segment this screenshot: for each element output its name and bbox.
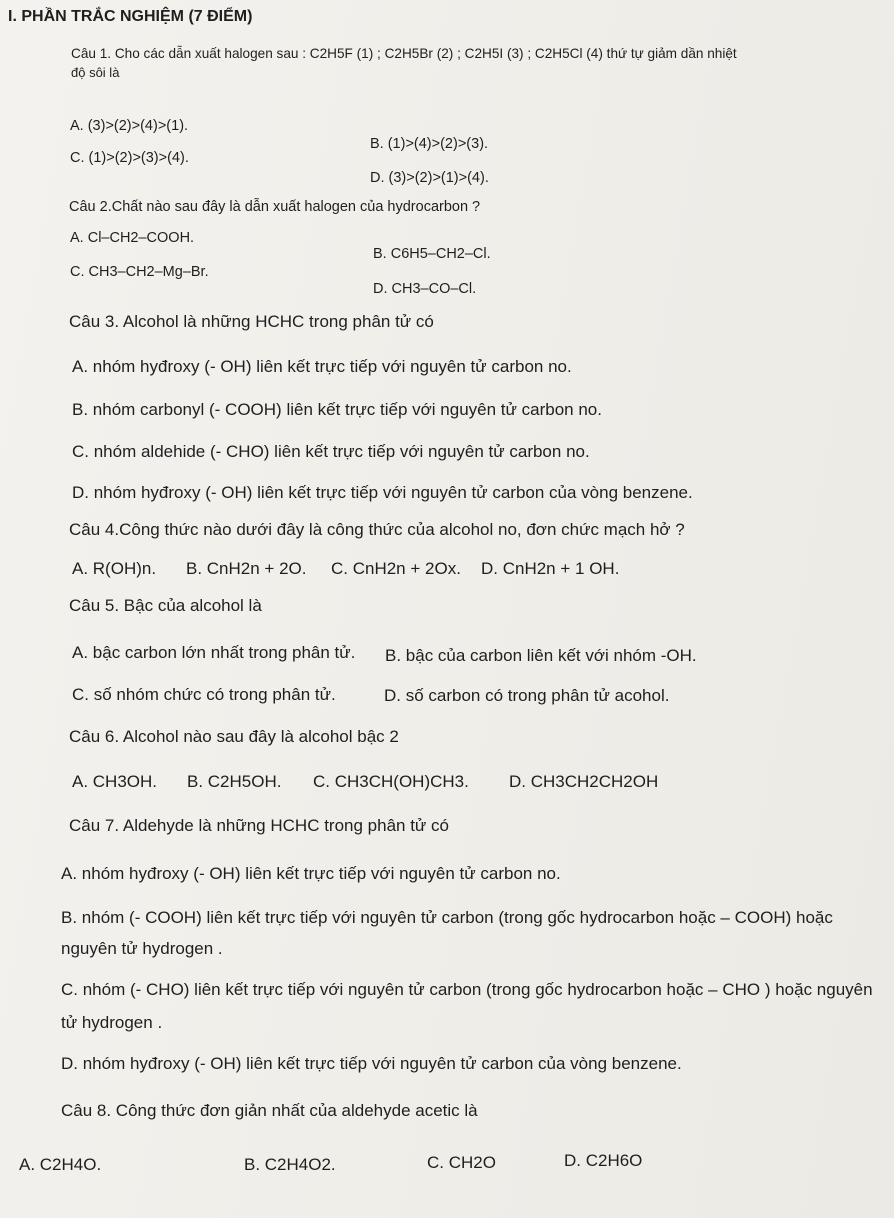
- section-title: I. PHẦN TRẮC NGHIỆM (7 ĐIỂM): [8, 8, 253, 25]
- question-7-option-b-line1: B. nhóm (- COOH) liên kết trực tiếp với nguyên tử carbon (trong gốc hydrocarbon hoặc – COOH) hoặc: [61, 908, 833, 927]
- question-3-option-c: C. nhóm aldehide (- CHO) liên kết trực tiếp với nguyên tử carbon no.: [72, 442, 590, 461]
- question-7-option-c-line2: tử hydrogen .: [61, 1013, 163, 1032]
- question-6-option-d: D. CH3CH2CH2OH: [509, 772, 659, 791]
- question-1-option-d: D. (3)>(2)>(1)>(4).: [370, 170, 489, 186]
- question-8-option-d: D. C2H6O: [564, 1151, 643, 1170]
- question-1-stem-line2: độ sôi là: [71, 65, 120, 80]
- question-8-option-b: B. C2H4O2.: [244, 1155, 336, 1174]
- question-8-option-c: C. CH2O: [427, 1153, 496, 1172]
- question-4-option-a: A. R(OH)n.: [72, 559, 157, 578]
- question-8-stem: Câu 8. Công thức đơn giản nhất của aldehyde acetic là: [61, 1101, 478, 1120]
- question-2-option-a: A. Cl–CH2–COOH.: [70, 230, 195, 246]
- question-6-option-c: C. CH3CH(OH)CH3.: [313, 772, 469, 791]
- question-3-option-d: D. nhóm hyđroxy (- OH) liên kết trực tiếp với nguyên tử carbon của vòng benzene.: [72, 483, 693, 502]
- question-4-option-d: D. CnH2n + 1 OH.: [481, 559, 620, 578]
- question-1-option-a: A. (3)>(2)>(4)>(1).: [70, 118, 189, 134]
- question-7-option-c-line1: C. nhóm (- CHO) liên kết trực tiếp với nguyên tử carbon (trong gốc hydrocarbon hoặc – CHO ) hoặc nguyên: [61, 980, 873, 999]
- question-3-stem: Câu 3. Alcohol là những HCHC trong phân tử có: [69, 312, 434, 331]
- question-7-option-a: A. nhóm hyđroxy (- OH) liên kết trực tiếp với nguyên tử carbon no.: [61, 864, 561, 883]
- question-1-option-c: C. (1)>(2)>(3)>(4).: [70, 150, 189, 166]
- question-5-option-b: B. bậc của carbon liên kết với nhóm -OH.: [385, 646, 697, 665]
- question-4-stem: Câu 4.Công thức nào dưới đây là công thức của alcohol no, đơn chức mạch hở ?: [69, 520, 685, 539]
- question-6-option-b: B. C2H5OH.: [187, 772, 282, 791]
- question-7-stem: Câu 7. Aldehyde là những HCHC trong phân tử có: [69, 816, 449, 835]
- question-1-stem-line1: Câu 1. Cho các dẫn xuất halogen sau : C2H5F (1) ; C2H5Br (2) ; C2H5I (3) ; C2H5Cl (4) thứ tự giảm dần nhiệt: [71, 46, 737, 61]
- question-1-option-b: B. (1)>(4)>(2)>(3).: [370, 136, 489, 152]
- question-2-option-b: B. C6H5–CH2–Cl.: [373, 246, 491, 262]
- question-6-stem: Câu 6. Alcohol nào sau đây là alcohol bậc 2: [69, 727, 399, 746]
- question-6-option-a: A. CH3OH.: [72, 772, 158, 791]
- question-5-option-d: D. số carbon có trong phân tử acohol.: [384, 686, 670, 705]
- question-2-option-d: D. CH3–CO–Cl.: [373, 281, 477, 297]
- question-4-option-c: C. CnH2n + 2Ox.: [331, 559, 461, 578]
- question-7-option-d: D. nhóm hyđroxy (- OH) liên kết trực tiếp với nguyên tử carbon của vòng benzene.: [61, 1054, 682, 1073]
- question-2-option-c: C. CH3–CH2–Mg–Br.: [70, 264, 209, 280]
- question-5-stem: Câu 5. Bậc của alcohol là: [69, 596, 262, 615]
- question-8-option-a: A. C2H4O.: [19, 1155, 102, 1174]
- question-5-option-c: C. số nhóm chức có trong phân tử.: [72, 685, 336, 704]
- question-3-option-a: A. nhóm hyđroxy (- OH) liên kết trực tiếp với nguyên tử carbon no.: [72, 357, 572, 376]
- question-7-option-b-line2: nguyên tử hydrogen .: [61, 939, 223, 958]
- question-5-option-a: A. bậc carbon lớn nhất trong phân tử.: [72, 643, 356, 662]
- question-4-option-b: B. CnH2n + 2O.: [186, 559, 307, 578]
- question-3-option-b: B. nhóm carbonyl (- COOH) liên kết trực tiếp với nguyên tử carbon no.: [72, 400, 602, 419]
- question-2-stem: Câu 2.Chất nào sau đây là dẫn xuất halogen của hydrocarbon ?: [69, 199, 481, 215]
